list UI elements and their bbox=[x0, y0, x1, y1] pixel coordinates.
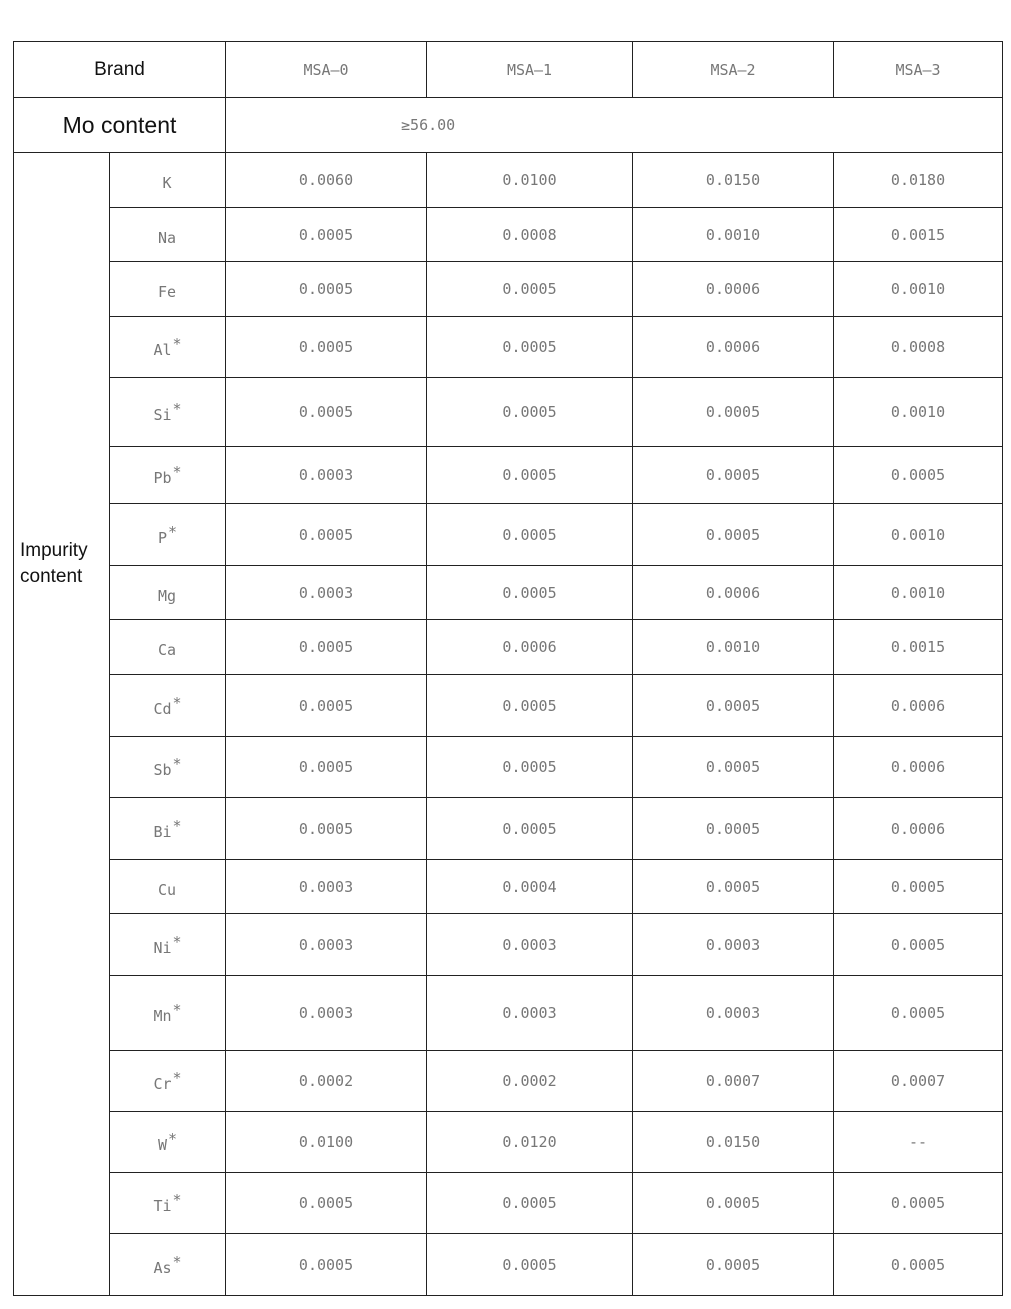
value-cell: 0.0015 bbox=[834, 208, 1003, 262]
impurity-row bbox=[14, 860, 1003, 914]
value-cell: 0.0002 bbox=[427, 1051, 633, 1112]
value-cell: 0.0005 bbox=[427, 447, 633, 504]
element-cell bbox=[110, 262, 226, 317]
value-cell: 0.0008 bbox=[834, 317, 1003, 378]
impurity-row bbox=[14, 1051, 1003, 1112]
asterisk-mark: * bbox=[172, 463, 182, 481]
value-cell: 0.0006 bbox=[834, 737, 1003, 798]
value-cell: 0.0100 bbox=[226, 1112, 427, 1173]
value-cell: 0.0005 bbox=[427, 675, 633, 737]
element-symbol: As bbox=[153, 1258, 172, 1277]
value-cell: 0.0005 bbox=[633, 447, 834, 504]
impurity-row bbox=[14, 1234, 1003, 1296]
element-symbol: W bbox=[157, 1136, 167, 1154]
asterisk-mark: * bbox=[172, 693, 182, 712]
value-cell: 0.0120 bbox=[427, 1112, 633, 1173]
element-cell bbox=[110, 860, 226, 914]
element-symbol: Ca bbox=[157, 641, 177, 659]
element-symbol: Bi bbox=[153, 822, 172, 841]
value-cell: 0.0005 bbox=[427, 504, 633, 566]
impurity-row bbox=[14, 737, 1003, 798]
element-cell bbox=[110, 208, 226, 262]
mo-spec-table bbox=[13, 41, 1003, 1296]
element-symbol: Pb bbox=[153, 469, 172, 487]
value-cell: 0.0150 bbox=[633, 153, 834, 208]
value-cell: 0.0006 bbox=[633, 566, 834, 620]
value-cell: 0.0005 bbox=[633, 378, 834, 447]
value-cell: 0.0003 bbox=[226, 447, 427, 504]
value-cell: 0.0006 bbox=[633, 317, 834, 378]
asterisk-mark: * bbox=[172, 1191, 182, 1209]
value-cell: 0.0010 bbox=[834, 566, 1003, 620]
element-cell bbox=[110, 675, 226, 737]
value-cell: 0.0005 bbox=[633, 860, 834, 914]
element-cell bbox=[110, 447, 226, 504]
value-cell: 0.0005 bbox=[427, 262, 633, 317]
element-cell bbox=[110, 1112, 226, 1173]
impurity-row bbox=[14, 566, 1003, 620]
value-cell: 0.0005 bbox=[633, 737, 834, 798]
element-symbol: Mn bbox=[153, 1007, 172, 1025]
impurity-row bbox=[14, 1173, 1003, 1234]
element-cell bbox=[110, 1173, 226, 1234]
value-cell: 0.0007 bbox=[633, 1051, 834, 1112]
grade-header: MSA—2 bbox=[633, 42, 834, 98]
grade-header: MSA—3 bbox=[834, 42, 1003, 98]
value-cell: 0.0005 bbox=[834, 914, 1003, 976]
asterisk-mark: * bbox=[172, 816, 182, 835]
impurity-row bbox=[14, 153, 1003, 208]
element-cell bbox=[110, 317, 226, 378]
impurity-row bbox=[14, 208, 1003, 262]
asterisk-mark: * bbox=[172, 932, 182, 951]
value-cell: 0.0006 bbox=[834, 798, 1003, 860]
value-cell: 0.0005 bbox=[226, 317, 427, 378]
element-cell bbox=[110, 1234, 226, 1296]
value-cell: 0.0005 bbox=[226, 378, 427, 447]
impurity-row bbox=[14, 378, 1003, 447]
value-cell: 0.0005 bbox=[427, 1173, 633, 1234]
element-cell bbox=[110, 378, 226, 447]
element-cell bbox=[110, 914, 226, 976]
value-cell: 0.0006 bbox=[427, 620, 633, 675]
impurity-row bbox=[14, 675, 1003, 737]
element-cell bbox=[110, 976, 226, 1051]
value-cell: 0.0005 bbox=[226, 798, 427, 860]
value-cell: 0.0005 bbox=[427, 1234, 633, 1296]
value-cell: 0.0003 bbox=[427, 914, 633, 976]
value-cell: 0.0005 bbox=[834, 976, 1003, 1051]
value-cell: 0.0005 bbox=[226, 737, 427, 798]
element-symbol: Cr bbox=[153, 1075, 172, 1093]
impurity-row bbox=[14, 976, 1003, 1051]
asterisk-mark: * bbox=[172, 335, 182, 353]
value-cell: -- bbox=[834, 1112, 1003, 1173]
value-cell: 0.0005 bbox=[427, 317, 633, 378]
impurity-row bbox=[14, 447, 1003, 504]
value-cell: 0.0005 bbox=[834, 1234, 1003, 1296]
element-symbol: P bbox=[157, 528, 167, 547]
value-cell: 0.0005 bbox=[226, 1173, 427, 1234]
value-cell: 0.0003 bbox=[226, 566, 427, 620]
element-symbol: Cd bbox=[153, 699, 172, 718]
value-cell: 0.0005 bbox=[226, 675, 427, 737]
element-cell bbox=[110, 798, 226, 860]
element-cell bbox=[110, 504, 226, 566]
mo-content-row bbox=[14, 98, 1003, 153]
value-cell: 0.0003 bbox=[226, 860, 427, 914]
value-cell: 0.0005 bbox=[226, 262, 427, 317]
value-cell: 0.0010 bbox=[834, 378, 1003, 447]
mo-content-label: Mo content bbox=[14, 98, 226, 153]
brand-label: Brand bbox=[14, 42, 226, 98]
value-cell: 0.0060 bbox=[226, 153, 427, 208]
element-cell bbox=[110, 153, 226, 208]
asterisk-mark: * bbox=[172, 1252, 182, 1271]
value-cell: 0.0005 bbox=[633, 1234, 834, 1296]
value-cell: 0.0007 bbox=[834, 1051, 1003, 1112]
grade-header: MSA—1 bbox=[427, 42, 633, 98]
value-cell: 0.0005 bbox=[633, 798, 834, 860]
asterisk-mark: * bbox=[172, 755, 182, 773]
value-cell: 0.0006 bbox=[633, 262, 834, 317]
value-cell: 0.0005 bbox=[226, 620, 427, 675]
value-cell: 0.0005 bbox=[633, 675, 834, 737]
element-symbol: Sb bbox=[153, 761, 172, 779]
value-cell: 0.0005 bbox=[834, 1173, 1003, 1234]
header-row bbox=[14, 42, 1003, 98]
element-symbol: Ti bbox=[153, 1197, 172, 1215]
value-cell: 0.0005 bbox=[834, 860, 1003, 914]
value-cell: 0.0002 bbox=[226, 1051, 427, 1112]
value-cell: 0.0010 bbox=[834, 504, 1003, 566]
value-cell: 0.0005 bbox=[834, 447, 1003, 504]
element-cell bbox=[110, 1051, 226, 1112]
element-symbol: K bbox=[162, 174, 172, 192]
impurity-row bbox=[14, 262, 1003, 317]
asterisk-mark: * bbox=[172, 1001, 182, 1019]
element-symbol: Fe bbox=[157, 283, 177, 301]
value-cell: 0.0008 bbox=[427, 208, 633, 262]
value-cell: 0.0100 bbox=[427, 153, 633, 208]
value-cell: 0.0003 bbox=[427, 976, 633, 1051]
value-cell: 0.0005 bbox=[633, 504, 834, 566]
impurity-row bbox=[14, 620, 1003, 675]
impurity-row bbox=[14, 914, 1003, 976]
element-symbol: Al bbox=[153, 341, 172, 359]
asterisk-mark: * bbox=[172, 400, 182, 418]
value-cell: 0.0003 bbox=[226, 914, 427, 976]
asterisk-mark: * bbox=[168, 522, 178, 541]
value-cell: 0.0010 bbox=[633, 620, 834, 675]
value-cell: 0.0010 bbox=[633, 208, 834, 262]
asterisk-mark: * bbox=[168, 1130, 178, 1148]
impurity-row bbox=[14, 798, 1003, 860]
mo-content-value: ≥56.00 bbox=[226, 98, 1003, 153]
value-cell: 0.0006 bbox=[834, 675, 1003, 737]
impurity-row bbox=[14, 1112, 1003, 1173]
value-cell: 0.0004 bbox=[427, 860, 633, 914]
value-cell: 0.0003 bbox=[226, 976, 427, 1051]
value-cell: 0.0005 bbox=[226, 504, 427, 566]
asterisk-mark: * bbox=[172, 1069, 182, 1087]
element-cell bbox=[110, 620, 226, 675]
value-cell: 0.0005 bbox=[226, 208, 427, 262]
impurity-content-label: Impurity content bbox=[14, 153, 110, 1296]
value-cell: 0.0180 bbox=[834, 153, 1003, 208]
element-symbol: Si bbox=[153, 406, 172, 424]
grade-header: MSA—0 bbox=[226, 42, 427, 98]
value-cell: 0.0005 bbox=[427, 378, 633, 447]
value-cell: 0.0010 bbox=[834, 262, 1003, 317]
value-cell: 0.0005 bbox=[427, 798, 633, 860]
element-symbol: Mg bbox=[157, 586, 177, 605]
element-symbol: Na bbox=[157, 228, 177, 247]
element-symbol: Ni bbox=[153, 938, 172, 957]
value-cell: 0.0003 bbox=[633, 914, 834, 976]
value-cell: 0.0003 bbox=[633, 976, 834, 1051]
element-cell bbox=[110, 737, 226, 798]
value-cell: 0.0005 bbox=[226, 1234, 427, 1296]
impurity-row bbox=[14, 504, 1003, 566]
value-cell: 0.0005 bbox=[427, 566, 633, 620]
element-symbol: Cu bbox=[157, 880, 177, 899]
value-cell: 0.0005 bbox=[633, 1173, 834, 1234]
value-cell: 0.0150 bbox=[633, 1112, 834, 1173]
impurity-row bbox=[14, 317, 1003, 378]
value-cell: 0.0015 bbox=[834, 620, 1003, 675]
element-cell bbox=[110, 566, 226, 620]
value-cell: 0.0005 bbox=[427, 737, 633, 798]
